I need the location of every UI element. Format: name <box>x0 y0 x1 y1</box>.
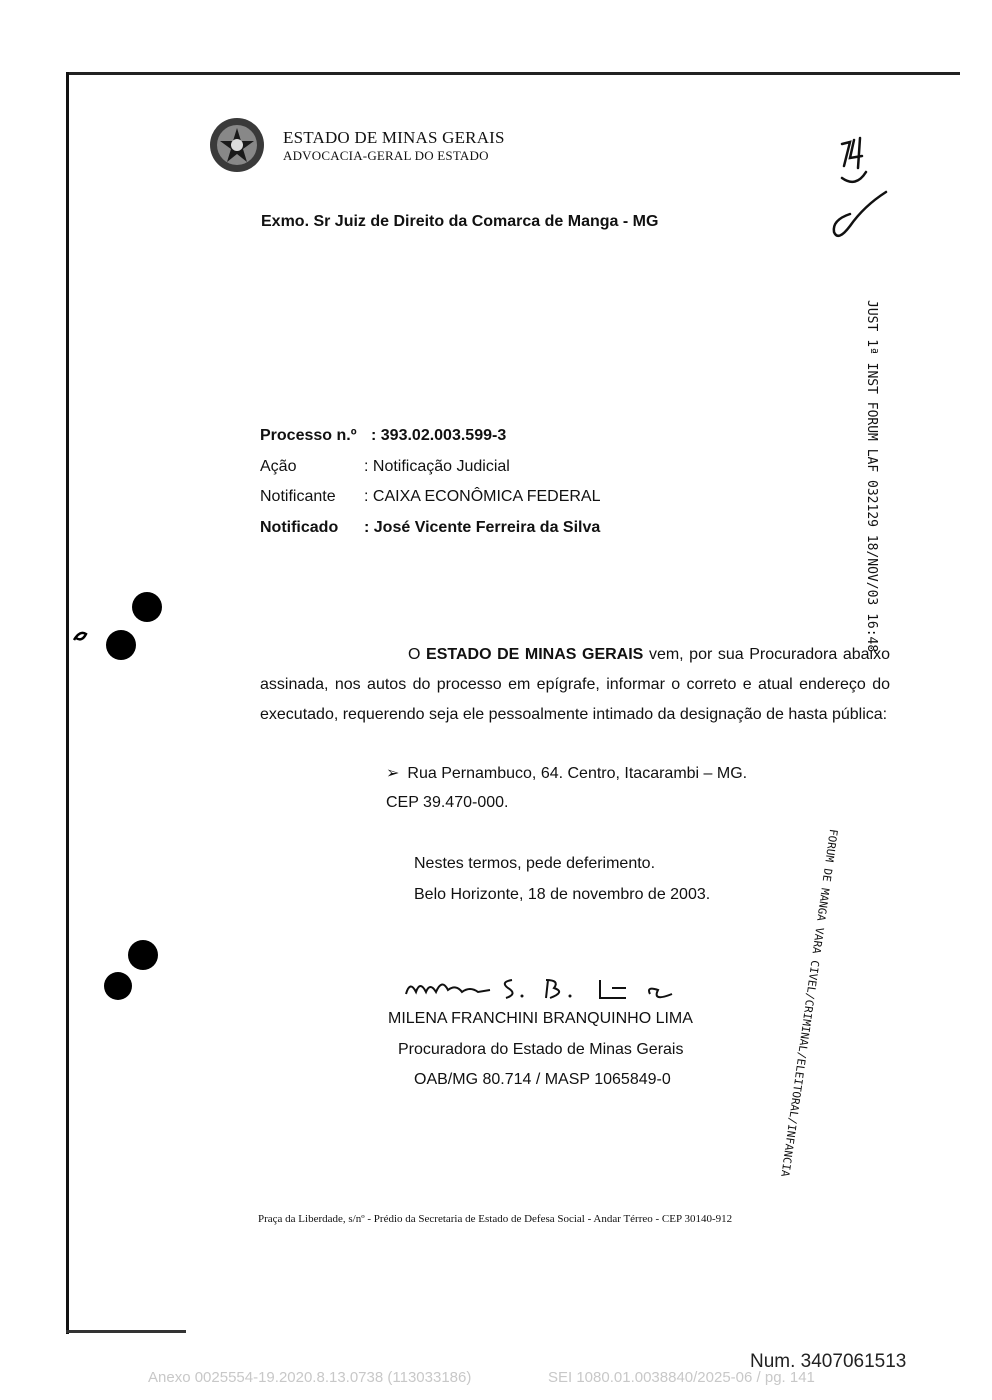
processo-label: Processo n.º <box>260 427 357 444</box>
footer-address: Praça da Liberdade, s/nº - Prédio da Secretaria de Estado de Defesa Social - Andar Térreo - CEP 30140-912 <box>258 1213 733 1225</box>
page-border-top <box>66 72 960 75</box>
body-lead: O <box>408 646 421 663</box>
closing-place-date: Belo Horizonte, 18 de novembro de 2003. <box>414 886 711 903</box>
notificante-value: : CAIXA ECONÔMICA FEDERAL <box>364 488 601 505</box>
body-entity: ESTADO DE MINAS GERAIS <box>426 646 644 663</box>
handwritten-page-mark <box>820 132 900 244</box>
arrow-bullet-icon: ➢ <box>386 765 400 782</box>
body-text: vem, por sua Procuradora abaixo assinada, nos autos do processo em epígrafe, informar o correto e atual endereço do executado, requerendo seja ele pessoalmente intimado da designação de hasta pública: <box>260 646 891 723</box>
header-agency-name: ADVOCACIA-GERAL DO ESTADO <box>283 148 489 163</box>
processo-value: : 393.02.003.599-3 <box>371 427 507 444</box>
receipt-stamp: FORUM DE MANGA VARA CIVEL/CRIMINAL/ELEITORAL/INFANCIA <box>778 828 840 1178</box>
punch-hole-mark <box>106 630 136 660</box>
header-state-name: ESTADO DE MINAS GERAIS <box>283 128 505 147</box>
punch-hole-mark <box>104 972 132 1000</box>
watermark-sei: SEI 1080.01.0038840/2025-06 / pg. 141 <box>548 1369 815 1386</box>
addressee: Exmo. Sr Juiz de Direito da Comarca de Manga - MG <box>261 213 659 230</box>
handwritten-signature <box>400 968 690 1008</box>
acao-value: : Notificação Judicial <box>364 458 510 475</box>
closing-request: Nestes termos, pede deferimento. <box>414 855 656 872</box>
page-border-left <box>66 72 69 1334</box>
address-line-1 <box>386 763 747 783</box>
document-number: Num. 3407061513 <box>750 1351 907 1372</box>
punch-hole-mark <box>128 940 158 970</box>
signer-registration: OAB/MG 80.714 / MASP 1065849-0 <box>414 1071 671 1088</box>
body-paragraph <box>260 640 890 730</box>
coat-of-arms-icon <box>208 116 266 174</box>
address-cep: CEP 39.470-000. <box>386 794 509 811</box>
acao-label: Ação <box>260 458 297 475</box>
punch-hole-mark <box>132 592 162 622</box>
signer-name: MILENA FRANCHINI BRANQUINHO LIMA <box>388 1010 693 1027</box>
protocol-stamp: JUST 1ª INST FORUM LAF 032129 18/NOV/03 16:48 <box>864 300 879 653</box>
watermark-anexo: Anexo 0025554-19.2020.8.13.0738 (113033186) <box>148 1369 472 1386</box>
notificado-value: : José Vicente Ferreira da Silva <box>364 519 601 536</box>
address-street: Rua Pernambuco, 64. Centro, Itacarambi – MG. <box>407 765 748 782</box>
scan-artifact-mark <box>72 628 90 644</box>
page-border-bottom <box>66 1330 186 1333</box>
signer-title: Procuradora do Estado de Minas Gerais <box>398 1041 684 1058</box>
notificado-label: Notificado <box>260 519 339 536</box>
notificante-label: Notificante <box>260 488 336 505</box>
